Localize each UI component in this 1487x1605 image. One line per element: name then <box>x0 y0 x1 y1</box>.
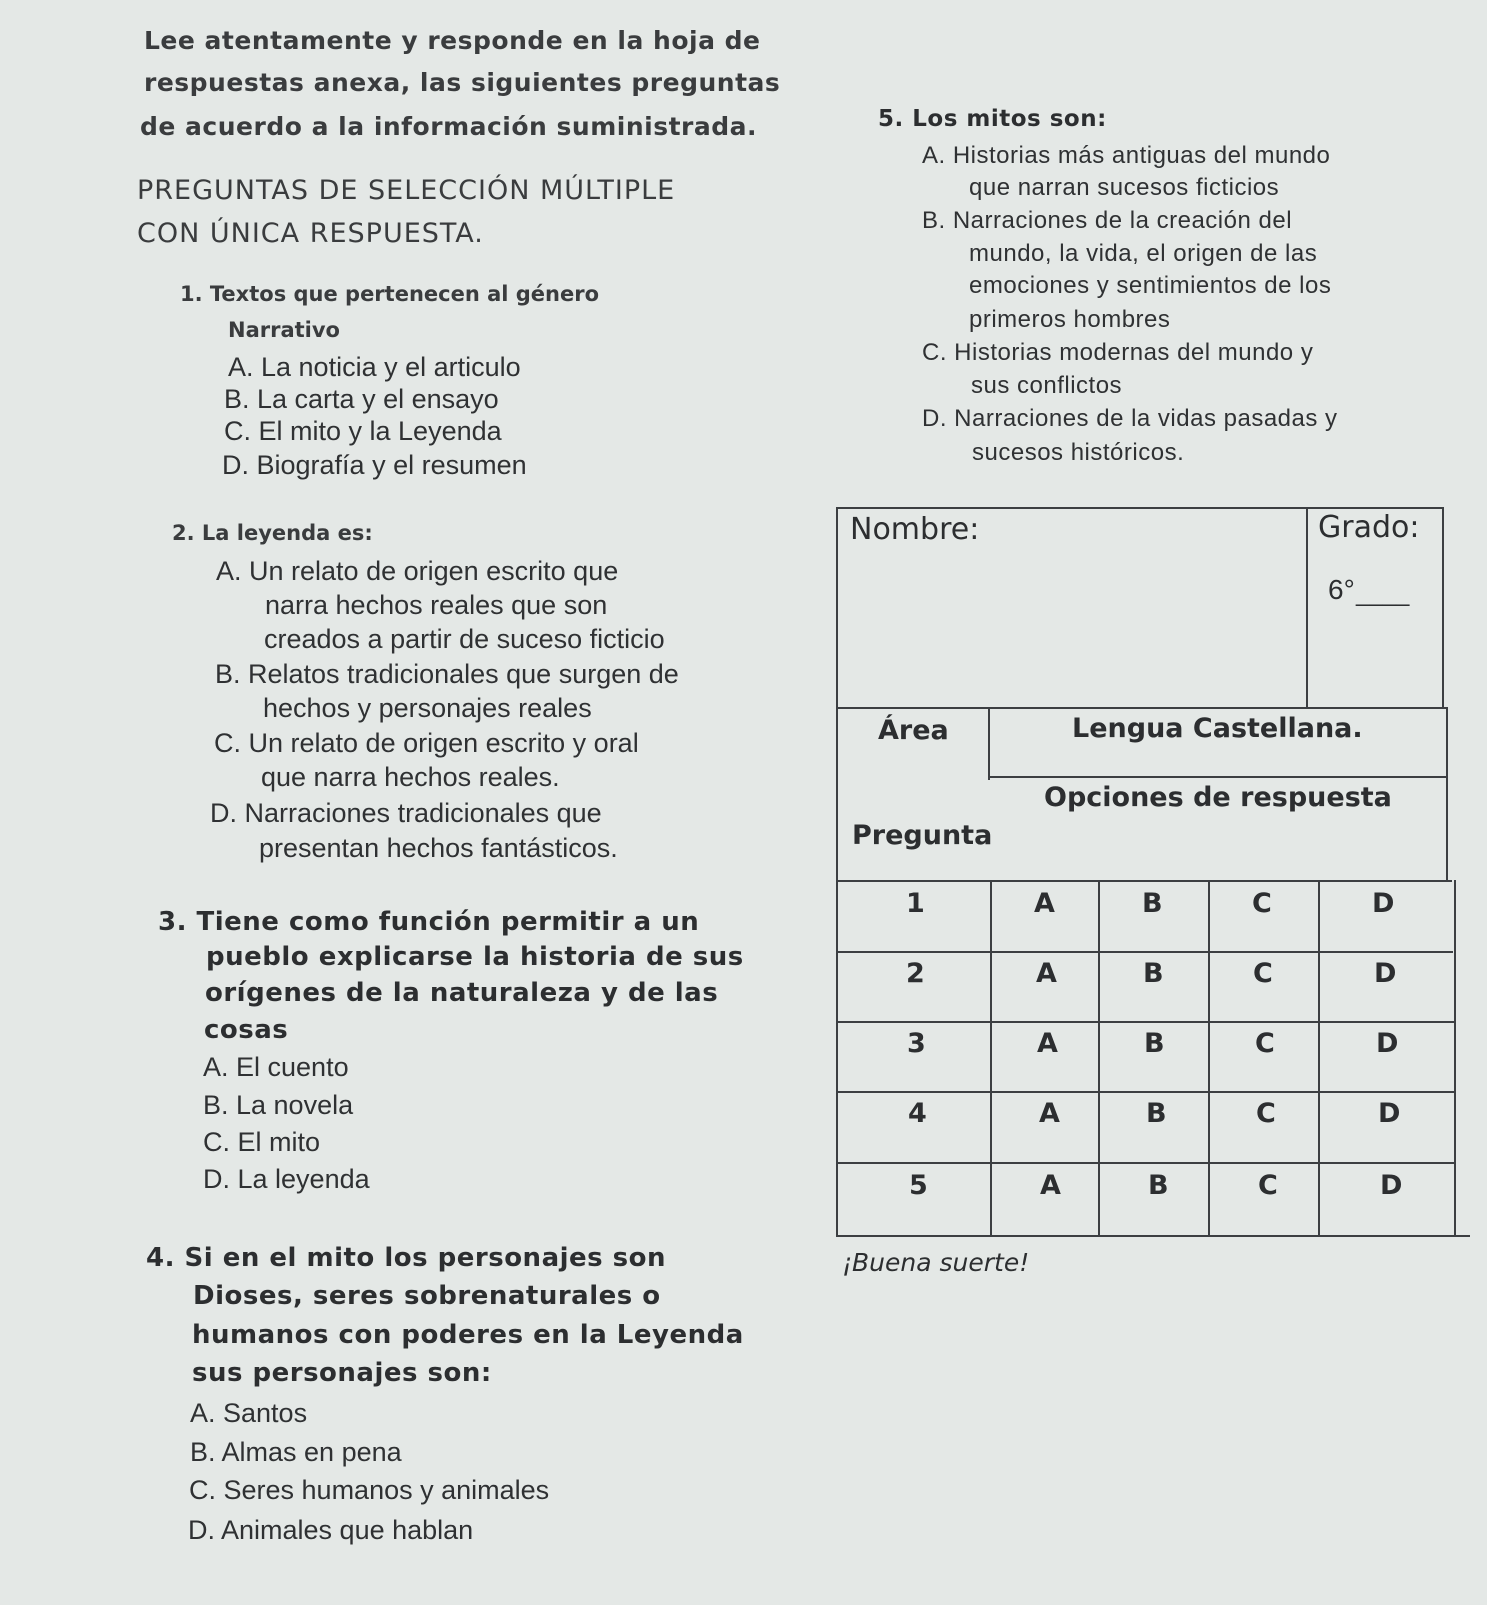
answer-option: C. Historias modernas del mundo y <box>922 339 1314 366</box>
table-border <box>836 507 1442 509</box>
answer-option: C. Seres humanos y animales <box>189 1475 550 1505</box>
row-number: 4 <box>908 1098 927 1129</box>
grade-blank: ____ <box>1356 580 1410 607</box>
table-border <box>836 707 1446 709</box>
question-text: Narrativo <box>228 318 340 342</box>
answer-option: hechos y personajes reales <box>263 693 592 723</box>
instructions-line: respuestas anexa, las siguientes preguntas <box>144 68 781 97</box>
option-cell-b[interactable]: B <box>1142 888 1163 919</box>
option-cell-d[interactable]: D <box>1380 1170 1403 1201</box>
option-cell-a[interactable]: A <box>1034 888 1055 919</box>
answer-option: presentan hechos fantásticos. <box>259 833 618 863</box>
instructions-line: de acuerdo a la información suministrada. <box>140 112 758 141</box>
options-header: Opciones de respuesta <box>1044 782 1392 813</box>
answer-option: B. La novela <box>203 1090 354 1120</box>
table-border <box>1442 507 1444 707</box>
row-number: 1 <box>906 888 925 919</box>
table-border <box>1306 507 1308 707</box>
answer-option: C. Un relato de origen escrito y oral <box>214 728 639 758</box>
option-cell-b[interactable]: B <box>1144 1028 1165 1059</box>
answer-option: que narran sucesos ficticios <box>969 174 1280 201</box>
answer-option: B. La carta y el ensayo <box>224 384 499 414</box>
table-border <box>836 1021 1454 1023</box>
table-border <box>1318 880 1320 1237</box>
table-border <box>836 951 1453 953</box>
option-cell-a[interactable]: A <box>1037 1028 1058 1059</box>
table-border <box>1098 880 1100 1237</box>
question-text: 3. Tiene como función permitir a un <box>158 907 700 937</box>
question-text: 4. Si en el mito los personajes son <box>146 1243 667 1273</box>
row-number: 3 <box>907 1028 926 1059</box>
table-border <box>836 507 838 1237</box>
answer-option: A. Historias más antiguas del mundo <box>922 142 1331 169</box>
answer-option: A. Un relato de origen escrito que <box>216 556 619 586</box>
option-cell-c[interactable]: C <box>1253 958 1273 989</box>
answer-option: narra hechos reales que son <box>265 590 608 620</box>
section-heading-line: PREGUNTAS DE SELECCIÓN MÚLTIPLE <box>137 175 676 206</box>
option-cell-a[interactable]: A <box>1040 1170 1061 1201</box>
question-text: humanos con poderes en la Leyenda <box>192 1320 744 1350</box>
instructions-line: Lee atentamente y responde en la hoja de <box>144 26 761 55</box>
question-text: 5. Los mitos son: <box>878 106 1107 132</box>
question-text: pueblo explicarse la historia de sus <box>206 942 744 972</box>
question-text: cosas <box>204 1015 289 1045</box>
name-label: Nombre: <box>850 512 980 547</box>
option-cell-b[interactable]: B <box>1148 1170 1169 1201</box>
option-cell-c[interactable]: C <box>1252 888 1272 919</box>
section-heading-line: CON ÚNICA RESPUESTA. <box>137 218 484 249</box>
question-text: Dioses, seres sobrenaturales o <box>193 1281 661 1311</box>
answer-option: D. Animales que hablan <box>188 1515 474 1545</box>
answer-option: A. Santos <box>190 1398 308 1428</box>
answer-option: creados a partir de suceso ficticio <box>264 624 665 654</box>
answer-option: D. La leyenda <box>203 1164 370 1194</box>
answer-option: D. Narraciones tradicionales que <box>210 798 602 828</box>
question-text: 2. La leyenda es: <box>172 521 373 545</box>
option-cell-c[interactable]: C <box>1256 1098 1276 1129</box>
answer-option: B. Relatos tradicionales que surgen de <box>215 659 679 689</box>
answer-option: D. Biografía y el resumen <box>222 450 527 480</box>
table-border <box>988 776 1448 778</box>
option-cell-d[interactable]: D <box>1374 958 1397 989</box>
option-cell-d[interactable]: D <box>1372 888 1395 919</box>
answer-option: sus conflictos <box>971 372 1123 399</box>
answer-option: C. El mito <box>203 1127 321 1157</box>
question-text: 1. Textos que pertenecen al género <box>180 282 600 306</box>
table-border <box>990 880 992 1237</box>
table-border <box>1208 880 1210 1237</box>
answer-option: B. Narraciones de la creación del <box>922 207 1293 234</box>
table-border <box>836 1162 1456 1164</box>
table-border <box>988 707 990 780</box>
option-cell-c[interactable]: C <box>1255 1028 1275 1059</box>
area-value: Lengua Castellana. <box>1072 713 1363 744</box>
grade-label: Grado: <box>1318 510 1420 545</box>
row-number: 2 <box>906 958 925 989</box>
answer-option: que narra hechos reales. <box>261 762 560 792</box>
table-border <box>836 1235 1470 1237</box>
answer-option: emociones y sentimientos de los <box>969 272 1332 299</box>
grade-value: 6° <box>1328 574 1355 605</box>
row-number: 5 <box>909 1170 928 1201</box>
question-text: sus personajes son: <box>192 1358 492 1388</box>
area-label: Área <box>878 715 949 746</box>
option-cell-a[interactable]: A <box>1039 1098 1060 1129</box>
answer-option: primeros hombres <box>969 306 1171 333</box>
table-border <box>836 1091 1455 1093</box>
option-cell-a[interactable]: A <box>1036 958 1057 989</box>
question-text: orígenes de la naturaleza y de las <box>205 978 719 1008</box>
answer-option: A. El cuento <box>203 1052 349 1082</box>
answer-option: D. Narraciones de la vidas pasadas y <box>922 405 1338 432</box>
answer-option: sucesos históricos. <box>972 439 1185 466</box>
table-border <box>836 880 1452 882</box>
answer-option: A. La noticia y el articulo <box>228 352 521 382</box>
option-cell-b[interactable]: B <box>1146 1098 1167 1129</box>
table-border <box>1446 707 1448 880</box>
answer-option: B. Almas en pena <box>190 1437 402 1467</box>
option-cell-c[interactable]: C <box>1258 1170 1278 1201</box>
table-border <box>1454 880 1456 1237</box>
answer-option: C. El mito y la Leyenda <box>224 416 502 446</box>
answer-option: mundo, la vida, el origen de las <box>969 240 1318 267</box>
option-cell-d[interactable]: D <box>1378 1098 1401 1129</box>
option-cell-d[interactable]: D <box>1376 1028 1399 1059</box>
closing-message: ¡Buena suerte! <box>842 1248 1030 1277</box>
question-header: Pregunta <box>852 820 993 851</box>
option-cell-b[interactable]: B <box>1143 958 1164 989</box>
